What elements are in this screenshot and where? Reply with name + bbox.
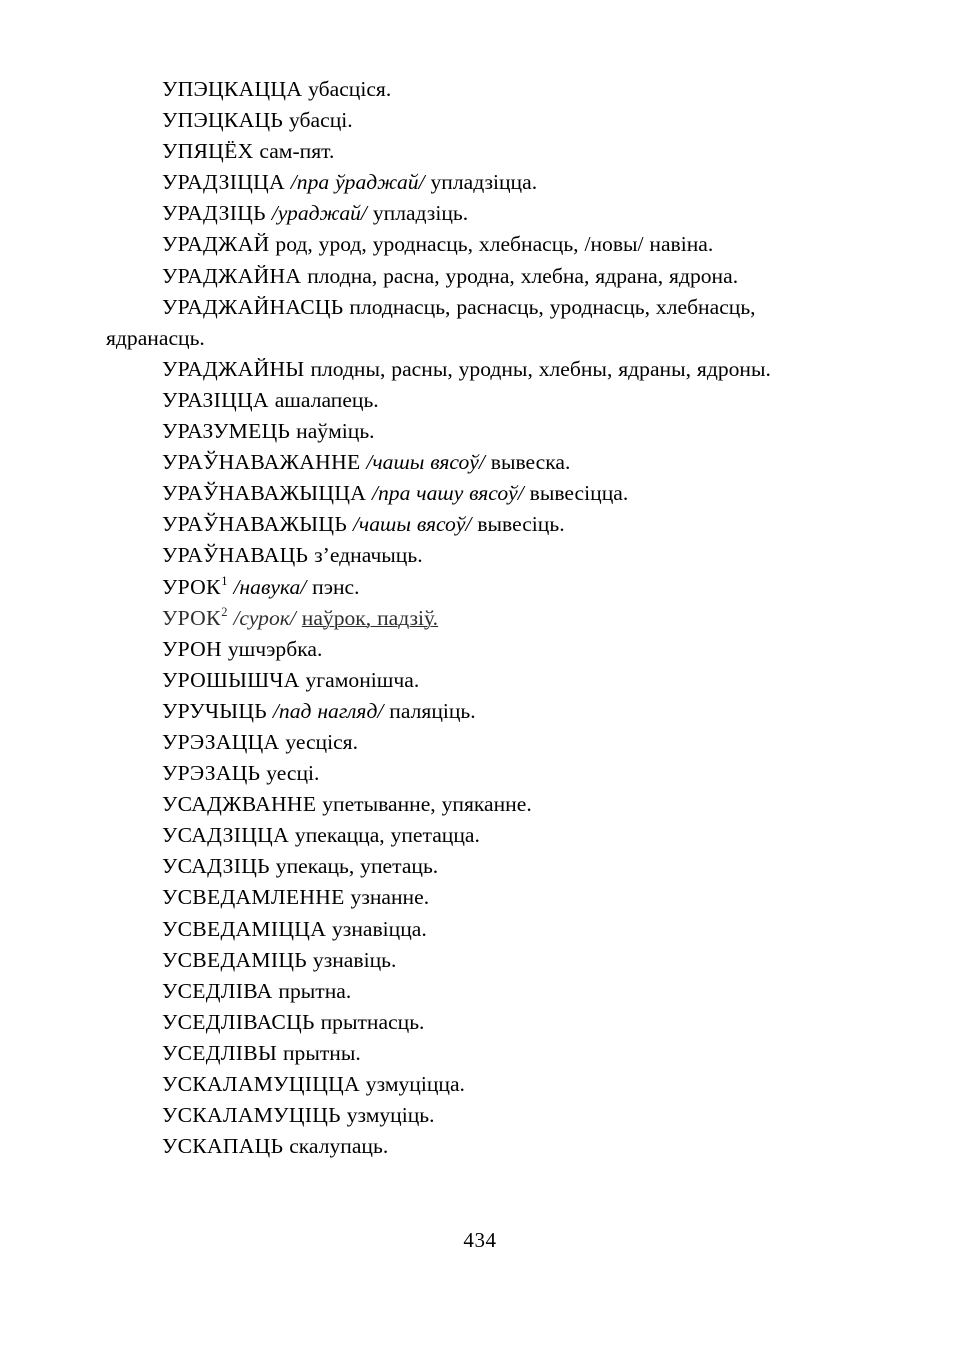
entry-synonyms: упетыванне, упяканне. xyxy=(322,792,532,817)
dictionary-entry xyxy=(106,696,856,727)
entry-homograph-number: 1 xyxy=(221,574,228,589)
entry-gloss: /ураджай/ xyxy=(271,201,367,226)
entry-synonyms: род, урод, уроднасць, хлебнасць, /новы/ навіна. xyxy=(275,232,714,257)
entry-synonyms: вывесіць. xyxy=(477,512,565,537)
dictionary-entry xyxy=(106,136,856,167)
entry-synonyms: вывесіцца. xyxy=(529,481,629,506)
dictionary-entry xyxy=(106,1131,856,1162)
entry-headword: УСЕДЛІВАСЦЬ xyxy=(162,1009,315,1034)
entry-list xyxy=(106,74,856,1162)
entry-headword: УРАЎНАВАЖЫЦЦА xyxy=(162,481,367,506)
entry-headword: УРЭЗАЦЦА xyxy=(162,729,280,754)
entry-headword: УПЯЦЁХ xyxy=(162,139,254,164)
entry-synonyms: плоднасць, раснасць, уроднасць, хлебнасць, ядранасць. xyxy=(106,294,756,350)
entry-synonyms: пэнс. xyxy=(312,574,360,599)
entry-headword: УСЕДЛІВА xyxy=(162,978,273,1003)
entry-headword: УСВЕДАМІЦЬ xyxy=(162,947,307,972)
entry-synonyms: з’едначыць. xyxy=(314,543,423,568)
dictionary-entry xyxy=(106,945,856,976)
entry-synonyms: узнанне. xyxy=(350,885,430,910)
dictionary-entry xyxy=(106,976,856,1007)
entry-synonyms: узнавіцца. xyxy=(332,916,427,941)
entry-headword: УСАДЖВАННЕ xyxy=(162,792,317,817)
dictionary-entry xyxy=(106,261,856,292)
entry-headword: УСВЕДАМЛЕННЕ xyxy=(162,885,345,910)
entry-synonyms: убасціся. xyxy=(308,77,392,101)
dictionary-entry xyxy=(106,105,856,136)
dictionary-entry xyxy=(106,665,856,696)
entry-gloss: /сурок/ xyxy=(233,605,296,630)
entry-synonyms: ушчэрбка. xyxy=(227,636,323,661)
dictionary-entry xyxy=(106,758,856,789)
dictionary-entry xyxy=(106,385,856,416)
dictionary-entry xyxy=(106,727,856,758)
entry-synonyms: плодна, расна, уродна, хлебна, ядрана, ядрона. xyxy=(307,263,739,288)
entry-headword: УРАДЖАЙНЫ xyxy=(162,356,305,381)
dictionary-entry xyxy=(106,292,856,354)
entry-synonyms: угамонішча. xyxy=(305,667,420,692)
entry-synonyms: скалупаць. xyxy=(289,1134,389,1159)
entry-headword: УРУЧЫЦЬ xyxy=(162,698,268,723)
entry-headword: УСАДЗІЦЦА xyxy=(162,823,289,848)
dictionary-entry xyxy=(106,1038,856,1069)
entry-synonyms: вывеска. xyxy=(490,450,571,475)
entry-synonyms: упекаць, упетаць. xyxy=(275,854,439,879)
entry-headword: УСЕДЛІВЫ xyxy=(162,1040,278,1065)
entry-synonyms: прытна. xyxy=(278,978,352,1003)
entry-synonyms: узнавіць. xyxy=(312,947,397,972)
dictionary-entry xyxy=(106,882,856,913)
dictionary-entry xyxy=(106,478,856,509)
dictionary-entry xyxy=(106,509,856,540)
dictionary-entry xyxy=(106,229,856,260)
dictionary-entry xyxy=(106,74,856,105)
entry-gloss: /чашы вясоў/ xyxy=(352,512,472,537)
entry-gloss: /чашы вясоў/ xyxy=(366,450,485,475)
entry-synonyms: наўрок, падзіў. xyxy=(301,605,439,630)
entry-synonyms: узмуціцца. xyxy=(365,1072,465,1096)
dictionary-entry xyxy=(106,851,856,882)
entry-synonyms: уесці. xyxy=(266,761,320,786)
dictionary-entry xyxy=(106,416,856,447)
entry-synonyms: упекацца, упетацца. xyxy=(294,823,480,848)
entry-headword: УСКАЛАМУЦІЦЬ xyxy=(162,1103,341,1128)
entry-gloss: /пад нагляд/ xyxy=(272,698,384,723)
entry-gloss: /пра чашу вясоў/ xyxy=(372,481,524,506)
entry-homograph-number: 2 xyxy=(221,605,228,620)
entry-synonyms: прытны. xyxy=(283,1040,361,1065)
dictionary-entry xyxy=(106,1100,856,1131)
page-number: 434 xyxy=(463,1228,497,1252)
entry-gloss: /пра ўраджай/ xyxy=(290,170,425,195)
entry-headword: УСКАПАЦЬ xyxy=(162,1134,284,1159)
entry-synonyms: узмуціць. xyxy=(346,1103,435,1128)
entry-headword: УРАДЗІЦЬ xyxy=(162,201,266,226)
dictionary-entry xyxy=(106,914,856,945)
entry-synonyms: наўміць. xyxy=(296,419,375,444)
dictionary-entry xyxy=(106,1069,856,1100)
entry-headword: УРАДЖАЙНА xyxy=(162,263,302,288)
entry-headword: УРОК$^2$ xyxy=(162,605,228,630)
entry-headword: УСАДЗІЦЬ xyxy=(162,854,270,879)
entry-headword: УСКАЛАМУЦІЦЦА xyxy=(162,1072,360,1096)
entry-headword: УРЭЗАЦЬ xyxy=(162,761,261,786)
entry-headword: УРОН xyxy=(162,636,222,661)
dictionary-entry xyxy=(106,820,856,851)
dictionary-entry xyxy=(106,634,856,665)
dictionary-entry xyxy=(106,447,856,478)
dictionary-entry xyxy=(106,354,856,385)
entry-headword: УПЭЦКАЦЦА xyxy=(162,77,303,101)
entry-synonyms: убасці. xyxy=(289,108,353,133)
entry-headword: УРАДЗІЦЦА xyxy=(162,170,285,195)
entry-synonyms: уесціся. xyxy=(285,729,359,754)
entry-synonyms: прытнасць. xyxy=(320,1009,425,1034)
entry-headword: УРАЗУМЕЦЬ xyxy=(162,419,291,444)
entry-headword: УПЭЦКАЦЬ xyxy=(162,108,284,133)
entry-synonyms: упладзіцца. xyxy=(430,170,538,195)
dictionary-entry xyxy=(106,1007,856,1038)
entry-headword: УРАДЖАЙНАСЦЬ xyxy=(162,294,344,319)
entry-synonyms: сам-пят. xyxy=(259,139,335,164)
entry-headword: УРОК$^1$ xyxy=(162,574,228,599)
entry-headword: УРОШЫШЧА xyxy=(162,667,300,692)
dictionary-entry xyxy=(106,789,856,820)
entry-headword: УРАДЖАЙ xyxy=(162,232,270,257)
dictionary-entry xyxy=(106,540,856,571)
entry-headword: УРАЎНАВАЦЬ xyxy=(162,543,309,568)
entry-headword: УРАЗІЦЦА xyxy=(162,387,269,412)
dictionary-entry xyxy=(106,603,856,634)
entry-gloss: /навука/ xyxy=(233,574,307,599)
dictionary-entry xyxy=(106,167,856,198)
entry-headword: УРАЎНАВАЖАННЕ xyxy=(162,450,361,475)
dictionary-entry xyxy=(106,572,856,603)
entry-synonyms: паляціць. xyxy=(389,698,476,723)
entry-headword: УСВЕДАМІЦЦА xyxy=(162,916,327,941)
dictionary-entry xyxy=(106,198,856,229)
entry-synonyms: ашалапець. xyxy=(274,387,379,412)
entry-headword: УРАЎНАВАЖЫЦЬ xyxy=(162,512,348,537)
entry-synonyms: плодны, расны, уродны, хлебны, ядраны, ядроны. xyxy=(310,356,771,381)
entry-synonyms: упладзіць. xyxy=(372,201,469,226)
